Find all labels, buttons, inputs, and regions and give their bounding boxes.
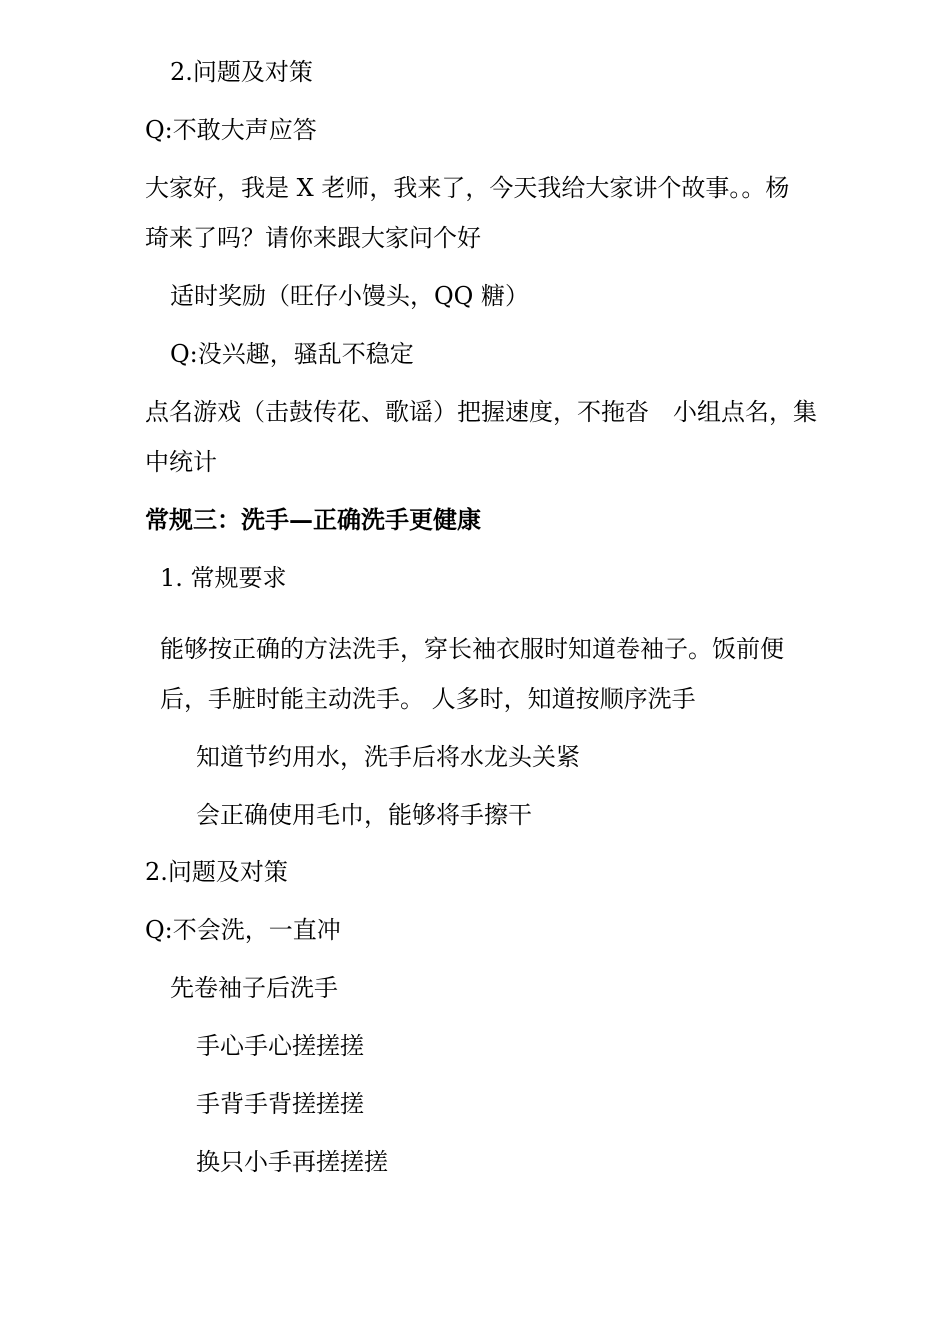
subheading-requirements: 1. 常规要求: [160, 564, 287, 592]
subheading-problems-2: 2.问题及对策: [145, 858, 288, 886]
rhyme-line-1: 手心手心搓搓搓: [196, 1032, 364, 1060]
subheading-problems-1: 2.问题及对策: [170, 58, 313, 86]
paragraph-line-6: 后，手脏时能主动洗手。 人多时，知道按顺序洗手: [160, 685, 696, 713]
question-1: Q:不敢大声应答: [145, 116, 317, 144]
paragraph-line-4: 中统计: [145, 448, 217, 476]
requirement-water: 知道节约用水，洗手后将水龙头关紧: [196, 743, 580, 771]
paragraph-line-5: 能够按正确的方法洗手，穿长袖衣服时知道卷袖子。饭前便: [160, 635, 784, 663]
tip-line-reward: 适时奖励（旺仔小馒头，QQ 糖）: [170, 282, 529, 310]
paragraph-line-1: 大家好，我是 X 老师，我来了，今天我给大家讲个故事。。杨: [145, 174, 790, 202]
paragraph-line-2: 琦来了吗？请你来跟大家问个好: [145, 224, 481, 252]
question-2: Q:没兴趣，骚乱不稳定: [170, 340, 414, 368]
tip-line-sleeves: 先卷袖子后洗手: [170, 974, 338, 1002]
rhyme-line-3: 换只小手再搓搓搓: [196, 1148, 388, 1176]
question-3: Q:不会洗，一直冲: [145, 916, 341, 944]
rhyme-line-2: 手背手背搓搓搓: [196, 1090, 364, 1118]
section-heading-handwashing: 常规三：洗手—正确洗手更健康: [145, 505, 481, 534]
requirement-towel: 会正确使用毛巾，能够将手擦干: [196, 801, 532, 829]
paragraph-line-3: 点名游戏（击鼓传花、歌谣）把握速度，不拖沓 小组点名，集: [145, 398, 817, 426]
